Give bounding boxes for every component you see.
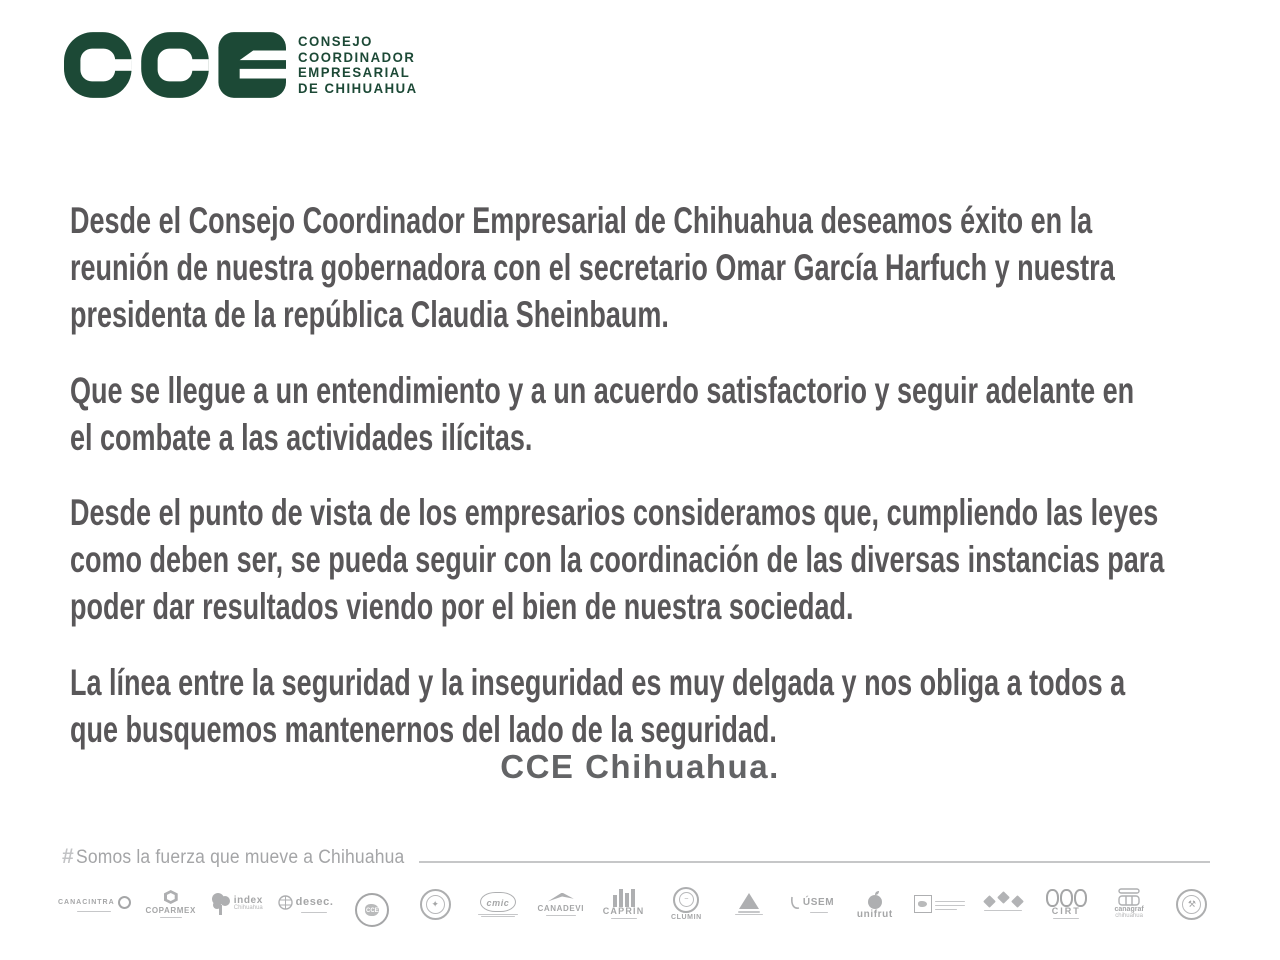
- tree-icon: [211, 892, 231, 916]
- cmic-subline-2: [481, 916, 515, 917]
- member-logos-row: [58, 878, 1216, 930]
- pyramid-association-logo: [725, 893, 773, 915]
- canagraf-mark-icon: [1118, 888, 1140, 906]
- cirt-subline: [1053, 918, 1079, 919]
- wordmark-line: EMPRESARIAL: [298, 64, 411, 80]
- canacintra-subline: [77, 911, 111, 912]
- canadevi-logo: [537, 893, 585, 916]
- hashtag-symbol: #: [62, 845, 74, 868]
- coparmex-hexagon-icon: [164, 890, 178, 904]
- usem-subline: [810, 912, 828, 913]
- unifrut-logo: [851, 890, 899, 919]
- unifrut-label: unifrut: [856, 908, 893, 920]
- canacintra-logo: [58, 896, 131, 912]
- footer-tagline-row: [62, 845, 1210, 869]
- cirt-label: CIRT: [1051, 906, 1081, 916]
- mexico-map-logo: [914, 895, 965, 913]
- canadevi-label: CANADEVI: [537, 903, 585, 913]
- statement-paragraph-4: La línea entre la seguridad y la inseguridad es muy delgada y nos obliga a todos a que busquemos mantenernos del lado de la seguridad.: [70, 662, 1126, 750]
- caprin-subline: [611, 918, 637, 919]
- seal-inner-icon: ✦: [426, 895, 445, 914]
- usem-swoosh-icon: [790, 896, 800, 910]
- canacintra-gear-icon: [118, 896, 131, 909]
- tagline-rule: [419, 861, 1210, 863]
- canagraf-label: canagraf: [1114, 906, 1144, 913]
- pyramid-icon: [739, 893, 759, 909]
- map-box-icon: [914, 895, 932, 913]
- diamonds-logo: [979, 897, 1027, 911]
- canagraf-logo: [1105, 888, 1153, 920]
- coparmex-subline: [160, 917, 182, 918]
- wordmark-line: CONSEJO: [298, 33, 373, 49]
- signature-text: CCE Chihuahua.: [500, 748, 780, 785]
- clumin-label: CLUMIN: [670, 913, 702, 921]
- canadevi-roof-icon: [548, 893, 574, 902]
- wordmark-line: DE CHIHUAHUA: [298, 79, 418, 96]
- statement-paragraph-1: Desde el Consejo Coordinador Empresarial de Chihuahua deseamos éxito en la reunión de nuestra gobernadora con el secretario Omar García Harfuch y nuestra presidenta de la república Claudia Sheinbaum.: [70, 200, 1115, 335]
- desec-label: desec.: [295, 896, 334, 908]
- clumin-emblem-icon: ~: [673, 887, 699, 913]
- cmic-label: cmic: [486, 897, 510, 908]
- caprin-label: CAPRIN: [602, 906, 645, 916]
- diamond-icon: [1011, 895, 1024, 908]
- cirt-rings-icon: [1046, 889, 1059, 907]
- statement-paragraph-3: Desde el punto de vista de los empresarios consideramos que, cumpliendo las leyes como deben ser, se pueda seguir con la coordinación de las diversas instancias para poder dar resultados viendo por el bien de nuestra sociedad.: [70, 492, 1165, 627]
- usem-label: ÚSEM: [802, 897, 835, 908]
- cce-acronym-letters: [64, 30, 286, 100]
- hammer-pick-icon: ⚒: [1182, 895, 1201, 914]
- cce-emblem-label: CCE: [366, 908, 379, 914]
- apple-icon: [865, 890, 885, 910]
- desec-logo: [278, 895, 334, 913]
- diamond-icon: [997, 891, 1010, 904]
- cirt-logo: [1042, 889, 1090, 919]
- miners-seal-logo: [1168, 889, 1216, 920]
- cmic-logo: [474, 892, 522, 917]
- index-chihuahua-logo: [211, 892, 263, 916]
- caprin-logo: [600, 889, 648, 919]
- clumin-logo: [662, 887, 710, 922]
- canacintra-label: CANACINTRA: [58, 899, 115, 906]
- canadevi-subline: [546, 915, 576, 916]
- desec-globe-icon: [278, 895, 293, 910]
- cce-wordmark: [298, 30, 425, 96]
- cce-logo: [64, 30, 425, 100]
- diamond-icon: [983, 895, 996, 908]
- caprin-buildings-icon: [613, 889, 635, 907]
- coparmex-label: COPARMEX: [145, 906, 196, 915]
- index-sublabel: Chihuahua: [233, 905, 263, 911]
- statement-paragraph-2: Que se llegue a un entendimiento y a un acuerdo satisfactorio y seguir adelante en el combate a las actividades ilícitas.: [70, 370, 1135, 458]
- round-seal-logo: [411, 889, 459, 920]
- desec-subline: [301, 912, 327, 913]
- seal-icon: [420, 889, 451, 920]
- index-label: index: [233, 895, 263, 906]
- cmic-oval-icon: [480, 892, 517, 912]
- cmic-subline-1: [478, 914, 518, 915]
- wordmark-line: COORDINADOR: [298, 48, 416, 65]
- canagraf-sublabel: chihuahua: [1115, 913, 1143, 919]
- cce-state-emblem: [348, 893, 396, 915]
- usem-logo: [788, 896, 836, 913]
- tagline-text: Somos la fuerza que mueve a Chihuahua: [75, 847, 405, 868]
- miners-seal-icon: [1176, 889, 1207, 920]
- coparmex-logo: [145, 890, 195, 918]
